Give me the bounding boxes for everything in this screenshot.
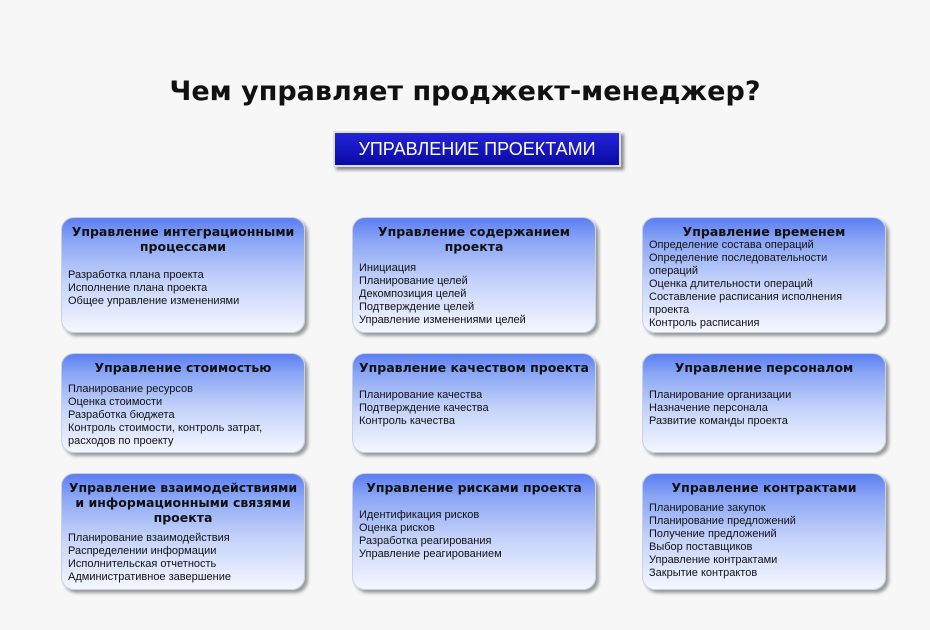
card-item: Распределении информации — [68, 545, 217, 557]
card-item: Составление расписания исполнения проекта — [649, 291, 843, 316]
card-item: Развитие команды проекта — [649, 415, 788, 427]
card-title: Управление временем — [682, 224, 846, 239]
card-item: Исполнительская отчетность — [68, 558, 217, 570]
card-time — [642, 217, 886, 333]
card-cost — [61, 353, 305, 453]
card-item: Общее управление изменениями — [68, 295, 240, 307]
card-item: Идентификация рисков — [359, 509, 480, 521]
card-item: Оценка длительности операций — [649, 278, 813, 290]
card-title: Управление качеством проекта — [359, 360, 589, 375]
card-item: Исполнение плана проекта — [68, 282, 208, 294]
card-integration — [61, 217, 305, 333]
card-item: Декомпозиция целей — [359, 288, 467, 300]
card-title: Управление контрактами — [671, 480, 857, 495]
card-item: Управление контрактами — [649, 554, 778, 566]
card-item: Контроль стоимости, контроль затрат, расходов по проекту — [68, 422, 263, 447]
card-item: Подтверждение целей — [359, 301, 475, 313]
card-item: Определение последовательности операций — [649, 252, 828, 277]
card-item: Планирование взаимодействия — [68, 532, 230, 544]
card-item: Оценка стоимости — [68, 396, 163, 408]
card-title: Управление стоимостью — [94, 360, 272, 375]
card-item: Получение предложений — [649, 528, 777, 540]
card-title: Управление рисками проекта — [366, 480, 582, 495]
card-item: Планирование закупок — [649, 502, 766, 514]
card-item: Оценка рисков — [359, 522, 435, 534]
card-item: Управление реагированием — [359, 548, 502, 560]
card-title: Управление персоналом — [674, 360, 854, 375]
root-node: УПРАВЛЕНИЕ ПРОЕКТАМИ — [333, 131, 621, 167]
card-quality — [352, 353, 596, 453]
card-item: Разработка плана проекта — [68, 269, 204, 281]
card-item: Разработка реагирования — [359, 535, 492, 547]
card-item: Закрытие контрактов — [649, 567, 758, 579]
card-item: Контроль расписания — [649, 317, 760, 329]
page-title: Чем управляет проджект-менеджер? — [169, 76, 761, 107]
card-item: Разработка бюджета — [68, 409, 175, 421]
card-title: Управление взаимодействиями и информационными связями проекта — [68, 480, 298, 525]
card-title: Управление содержанием проекта — [378, 224, 570, 254]
card-item: Назначение персонала — [649, 402, 768, 414]
card-item: Подтверждение качества — [359, 402, 489, 414]
card-item: Планирование целей — [359, 275, 468, 287]
card-scope — [352, 217, 596, 333]
card-communications — [61, 473, 305, 590]
card-item: Управление изменениями целей — [359, 314, 526, 326]
card-contracts — [642, 473, 886, 590]
card-item: Административное завершение — [68, 571, 232, 583]
card-staff — [642, 353, 886, 453]
card-item: Планирование предложений — [649, 515, 796, 527]
card-item: Выбор поставщиков — [649, 541, 753, 553]
card-item: Определение состава операций — [649, 239, 814, 251]
card-item: Инициация — [359, 262, 417, 274]
card-title: Управление интеграционными процессами — [71, 224, 295, 254]
card-item: Планирование организации — [649, 389, 792, 401]
card-item: Планирование качества — [359, 389, 483, 401]
card-item: Контроль качества — [359, 415, 455, 427]
card-risks — [352, 473, 596, 590]
card-item: Планирование ресурсов — [68, 383, 193, 395]
